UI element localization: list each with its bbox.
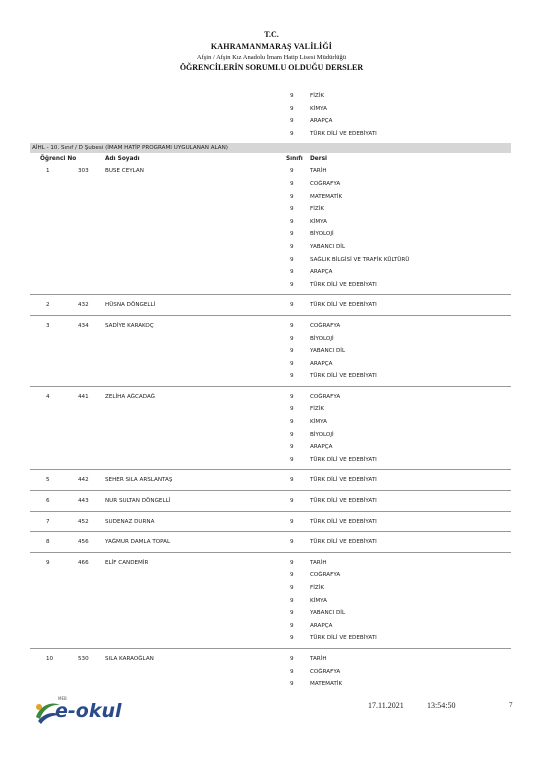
lesson-cell: FİZİK (310, 585, 325, 591)
lesson-cell: YABANCI DİL (310, 610, 346, 617)
lesson-cell: TÜRK DİLİ VE EDEBİYATI (310, 477, 377, 484)
class-cell: 9 (290, 218, 294, 225)
lesson-cell: TÜRK DİLİ VE EDEBİYATI (310, 130, 377, 137)
row-divider (30, 386, 511, 387)
row-number: 6 (46, 498, 50, 505)
student-number: 441 (78, 393, 89, 400)
table-row (30, 203, 511, 216)
table-row (30, 241, 511, 254)
lesson-cell: TÜRK DİLİ VE EDEBİYATI (310, 539, 377, 546)
lesson-cell: TÜRK DİLİ VE EDEBİYATI (310, 498, 377, 505)
lesson-cell: SAĞLIK BİLGİSİ VE TRAFİK KÜLTÜRÜ (310, 256, 410, 263)
table-row (30, 607, 511, 620)
table-row (30, 279, 511, 292)
continuation-row (30, 103, 511, 116)
table-row (30, 403, 511, 416)
print-date: 17.11.2021 (368, 701, 404, 710)
table-row (30, 358, 511, 371)
student-block (30, 474, 511, 491)
student-block (30, 536, 511, 553)
report-body (30, 90, 511, 691)
column-headers (30, 153, 511, 165)
class-cell: 9 (290, 206, 294, 213)
student-block (30, 495, 511, 512)
table-row (30, 191, 511, 204)
lesson-cell: COĞRAFYA (310, 393, 341, 400)
student-number: 466 (78, 559, 89, 566)
student-number: 456 (78, 539, 89, 546)
class-cell: 9 (290, 231, 294, 238)
class-cell: 9 (290, 518, 294, 525)
table-row (30, 678, 511, 691)
class-cell: 9 (290, 498, 294, 505)
class-cell: 9 (290, 168, 294, 175)
class-cell: 9 (290, 93, 294, 99)
class-cell: 9 (290, 130, 294, 137)
row-divider (30, 315, 511, 316)
row-number: 4 (46, 393, 50, 400)
row-number: 5 (46, 477, 50, 484)
student-list (30, 165, 511, 690)
lesson-cell: TÜRK DİLİ VE EDEBİYATI (310, 302, 377, 309)
logo-small-text: MEB (58, 696, 67, 701)
class-cell: 9 (290, 585, 294, 591)
header-school: Afşin / Afşin Kız Anadolu İmam Hatip Lisesi Müdürlüğü (196, 54, 347, 61)
student-block (30, 516, 511, 533)
student-name: HÜSNA DÖNGELLİ (105, 302, 156, 309)
student-number: 530 (78, 655, 89, 662)
class-cell: 9 (290, 281, 294, 288)
class-cell: 9 (290, 681, 294, 688)
lesson-cell: COĞRAFYA (310, 180, 341, 187)
student-number: 432 (78, 302, 89, 309)
table-row (30, 569, 511, 582)
table-row (30, 620, 511, 633)
footer (30, 695, 513, 735)
class-cell: 9 (290, 431, 294, 438)
table-row (30, 495, 511, 508)
header-tc: T.C. (264, 30, 279, 39)
class-cell: 9 (290, 406, 294, 413)
header-governorship: KAHRAMANMARAŞ VALİLİĞİ (210, 42, 333, 51)
table-row (30, 454, 511, 467)
table-row (30, 536, 511, 549)
class-cell: 9 (290, 668, 294, 675)
student-number: 303 (78, 168, 89, 175)
lesson-cell: TARİH (310, 559, 327, 566)
lesson-cell: TARİH (310, 168, 327, 175)
row-number: 8 (46, 539, 50, 546)
class-cell: 9 (290, 256, 294, 263)
table-row (30, 370, 511, 383)
student-block (30, 299, 511, 316)
lesson-cell: BİYOLOJİ (310, 335, 334, 342)
lesson-cell: ARAPÇA (310, 269, 333, 276)
table-row (30, 228, 511, 241)
table-row (30, 666, 511, 679)
class-cell: 9 (290, 243, 294, 250)
continuation-row (30, 115, 511, 128)
lesson-cell: FİZİK (310, 206, 325, 213)
row-divider (30, 552, 511, 553)
table-row (30, 595, 511, 608)
class-cell: 9 (290, 348, 294, 355)
lesson-cell: BİYOLOJİ (310, 231, 334, 238)
row-divider (30, 469, 511, 470)
student-name: ELİF CANDEMİR (105, 559, 149, 566)
table-row (30, 557, 511, 570)
student-number: 452 (78, 518, 89, 525)
row-divider (30, 490, 511, 491)
lesson-cell: BİYOLOJİ (310, 431, 334, 438)
table-row (30, 516, 511, 529)
class-cell: 9 (290, 655, 294, 662)
table-row (30, 299, 511, 312)
class-cell: 9 (290, 559, 294, 566)
col-name: Adı Soyadı (105, 156, 140, 163)
student-block (30, 320, 511, 387)
class-cell: 9 (290, 477, 294, 484)
col-lesson: Dersi (310, 156, 328, 163)
lesson-cell: MATEMATİK (310, 681, 343, 688)
class-cell: 9 (290, 193, 294, 200)
lesson-cell: ARAPÇA (310, 118, 333, 125)
lesson-cell: KİMYA (310, 105, 327, 112)
table-row (30, 582, 511, 595)
class-cell: 9 (290, 456, 294, 463)
table-row (30, 320, 511, 333)
class-cell: 9 (290, 572, 294, 579)
row-divider (30, 531, 511, 532)
lesson-cell: KİMYA (310, 419, 327, 426)
student-name: SILA KARAOĞLAN (105, 655, 154, 662)
table-row (30, 216, 511, 229)
table-row (30, 429, 511, 442)
student-number: 443 (78, 498, 89, 505)
table-row (30, 391, 511, 404)
continuation-block (30, 90, 511, 140)
class-cell: 9 (290, 360, 294, 367)
class-cell: 9 (290, 105, 294, 112)
class-cell: 9 (290, 269, 294, 276)
table-row (30, 178, 511, 191)
lesson-cell: KİMYA (310, 597, 327, 604)
class-cell: 9 (290, 597, 294, 604)
class-cell: 9 (290, 444, 294, 451)
row-divider (30, 648, 511, 649)
section-title: AİHL - 10. Sınıf / D Şubesi (İMAM HATİP PROGRAMI UYGULANAN ALAN) (30, 143, 511, 153)
class-cell: 9 (290, 118, 294, 125)
logo-text: e-okul (55, 700, 122, 722)
lesson-cell: ARAPÇA (310, 622, 333, 629)
table-row (30, 653, 511, 666)
student-number: 434 (78, 322, 89, 329)
student-block (30, 165, 511, 295)
row-number: 2 (46, 302, 50, 309)
student-name: SEHER SILA ARSLANTAŞ (105, 477, 173, 484)
lesson-cell: FİZİK (310, 406, 325, 413)
student-name: NUR SULTAN DÖNGELLİ (105, 498, 171, 505)
lesson-cell: ARAPÇA (310, 444, 333, 451)
lesson-cell: COĞRAFYA (310, 322, 341, 329)
row-number: 9 (46, 559, 50, 566)
class-cell: 9 (290, 539, 294, 546)
class-cell: 9 (290, 419, 294, 426)
continuation-row (30, 90, 511, 103)
lesson-cell: FİZİK (310, 93, 325, 99)
student-name: SADİYE KARAKOÇ (105, 322, 154, 329)
lesson-cell: ARAPÇA (310, 360, 333, 367)
student-block (30, 391, 511, 471)
table-row (30, 416, 511, 429)
class-cell: 9 (290, 373, 294, 380)
row-number: 3 (46, 322, 50, 329)
class-cell: 9 (290, 335, 294, 342)
lesson-cell: TÜRK DİLİ VE EDEBİYATI (310, 456, 377, 463)
page-number: 7 (509, 701, 513, 709)
eokul-logo (30, 695, 130, 729)
table-row (30, 165, 511, 178)
student-number: 442 (78, 477, 89, 484)
row-divider (30, 294, 511, 295)
lesson-cell: TÜRK DİLİ VE EDEBİYATI (310, 281, 377, 288)
table-row (30, 266, 511, 279)
row-number: 1 (46, 168, 50, 175)
table-row (30, 254, 511, 267)
table-row (30, 474, 511, 487)
table-row (30, 632, 511, 645)
class-cell: 9 (290, 393, 294, 400)
row-divider (30, 511, 511, 512)
class-cell: 9 (290, 180, 294, 187)
student-name: YAĞMUR DAMLA TOPAL (105, 539, 171, 546)
lesson-cell: COĞRAFYA (310, 668, 341, 675)
student-name: ZELİHA AĞCADAĞ (105, 393, 156, 400)
lesson-cell: COĞRAFYA (310, 572, 341, 579)
class-cell: 9 (290, 635, 294, 642)
student-block (30, 653, 511, 691)
lesson-cell: TÜRK DİLİ VE EDEBİYATI (310, 518, 377, 525)
class-cell: 9 (290, 322, 294, 329)
table-row (30, 441, 511, 454)
row-number: 10 (46, 655, 54, 662)
continuation-row (30, 128, 511, 141)
print-time: 13:54:50 (427, 701, 456, 710)
class-cell: 9 (290, 302, 294, 309)
student-name: BUSE CEYLAN (105, 168, 144, 175)
col-student-no: Öğrenci No (40, 156, 77, 163)
lesson-cell: YABANCI DİL (310, 243, 346, 250)
class-cell: 9 (290, 622, 294, 629)
table-row (30, 345, 511, 358)
lesson-cell: TARİH (310, 655, 327, 662)
col-class: Sınıfı (286, 156, 303, 163)
lesson-cell: TÜRK DİLİ VE EDEBİYATI (310, 373, 377, 380)
lesson-cell: TÜRK DİLİ VE EDEBİYATI (310, 635, 377, 642)
lesson-cell: KİMYA (310, 218, 327, 225)
student-block (30, 557, 511, 649)
page-title: ÖĞRENCİLERİN SORUMLU OLDUĞU DERSLER (179, 63, 364, 72)
table-row (30, 333, 511, 346)
lesson-cell: MATEMATİK (310, 193, 343, 200)
row-number: 7 (46, 518, 50, 525)
class-cell: 9 (290, 610, 294, 617)
lesson-cell: YABANCI DİL (310, 348, 346, 355)
student-name: SUDENAZ DURNA (105, 518, 155, 525)
